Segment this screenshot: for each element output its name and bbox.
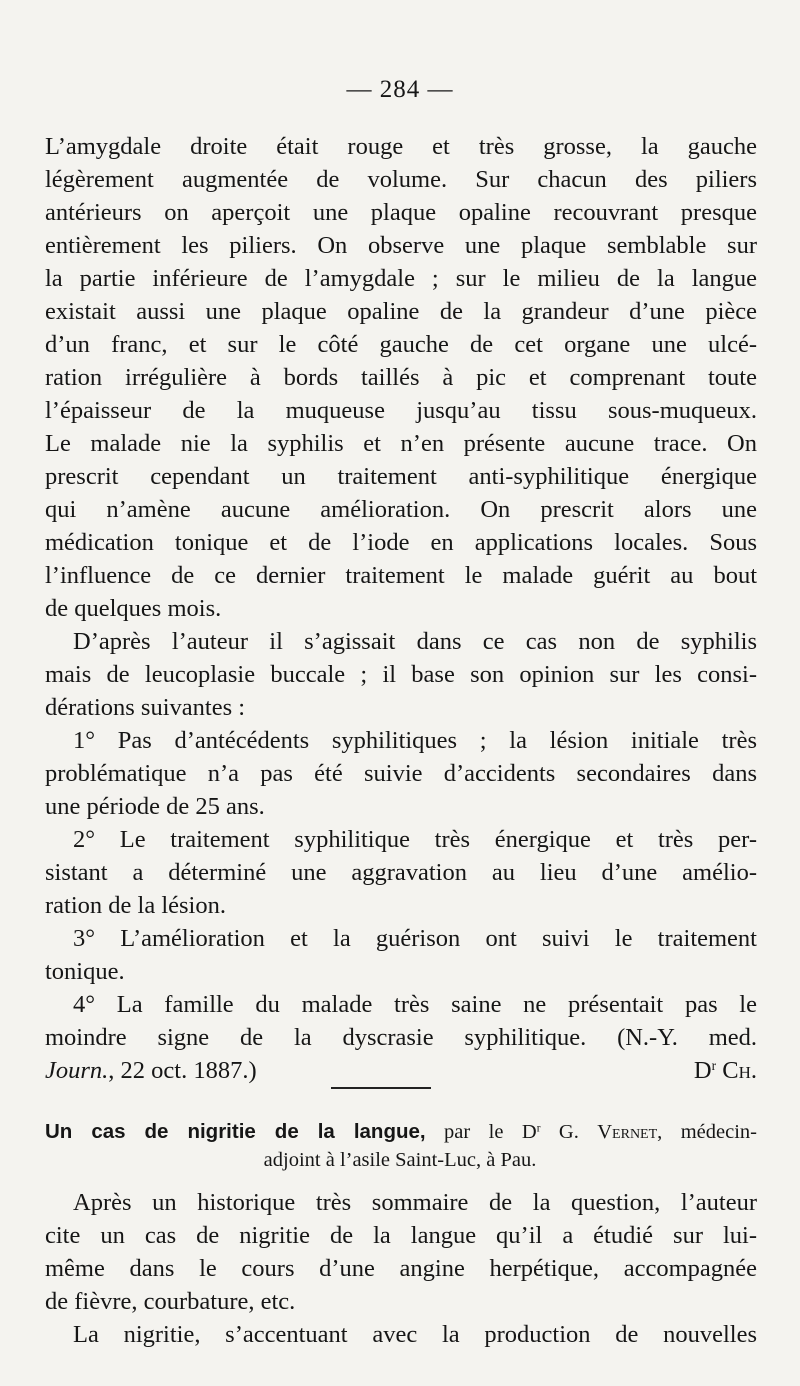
- text-line: l’influence de ce dernier traitement le malade guérit au bout: [45, 562, 757, 589]
- article-heading-subline: adjoint à l’asile Saint-Luc, à Pau.: [263, 1149, 537, 1171]
- text-line: Le malade nie la syphilis et n’en présente aucune trace. On: [45, 430, 757, 457]
- article-heading: [45, 1118, 757, 1146]
- text-line: 4° La famille du malade très saine ne présentait pas le: [73, 991, 757, 1018]
- text-line: ration irrégulière à bords taillés à pic et comprenant toute: [45, 364, 757, 391]
- text-line: l’épaisseur de la muqueuse jusqu’au tissu sous-muqueux.: [45, 397, 757, 424]
- text-line: Après un historique très sommaire de la question, l’auteur: [73, 1189, 757, 1216]
- text-line: L’amygdale droite était rouge et très grosse, la gauche: [45, 133, 757, 160]
- text-line: existait aussi une plaque opaline de la grandeur d’une pièce: [45, 298, 757, 325]
- author-name: Vernet: [597, 1121, 658, 1143]
- text-line: La nigritie, s’accentuant avec la production de nouvelles: [73, 1321, 757, 1348]
- text-line: entièrement les piliers. On observe une plaque semblable sur: [45, 232, 757, 259]
- signature-name: Ch.: [716, 1057, 757, 1084]
- section-divider: [331, 1087, 431, 1089]
- article-title: Un cas de nigritie de la langue,: [45, 1120, 426, 1143]
- citation-line: [45, 1055, 757, 1087]
- citation-journal: Journ.: [45, 1057, 109, 1084]
- page-number: — 284 —: [346, 76, 454, 103]
- text-line: légèrement augmentée de volume. Sur chacun des piliers: [45, 166, 757, 193]
- text-line: 3° L’amélioration et la guérison ont suivi le traitement: [73, 925, 757, 952]
- text-line: la partie inférieure de l’amygdale ; sur le milieu de la langue: [45, 265, 757, 292]
- signature-sup: r: [711, 1057, 717, 1073]
- text-line: D’après l’auteur il s’agissait dans ce cas non de syphilis: [73, 628, 757, 655]
- author-initial: G.: [540, 1121, 598, 1143]
- text-line: de fièvre, courbature, etc.: [45, 1288, 296, 1315]
- author-prefix: par le D: [425, 1121, 537, 1143]
- citation-date: , 22 oct. 1887.): [108, 1057, 257, 1084]
- text-line: d’un franc, et sur le côté gauche de cet organe une ulcé-: [45, 331, 757, 358]
- author-role: , médecin-: [657, 1121, 757, 1143]
- text-line: dérations suivantes :: [45, 694, 246, 721]
- text-line: ration de la lésion.: [45, 892, 226, 919]
- text-line: cite un cas de nigritie de la langue qu’il a étudié sur lui-: [45, 1222, 757, 1249]
- text-line: antérieurs on aperçoit une plaque opaline recouvrant presque: [45, 199, 757, 226]
- text-line: qui n’amène aucune amélioration. On prescrit alors une: [45, 496, 757, 523]
- text-line: médication tonique et de l’iode en applications locales. Sous: [45, 529, 757, 556]
- text-line: moindre signe de la dyscrasie syphilitique. (N.-Y. med.: [45, 1024, 757, 1051]
- text-line: problématique n’a pas été suivie d’accidents secondaires dans: [45, 760, 757, 787]
- text-line: 1° Pas d’antécédents syphilitiques ; la lésion initiale très: [73, 727, 757, 754]
- text-line: 2° Le traitement syphilitique très énergique et très per-: [73, 826, 757, 853]
- text-line: une période de 25 ans.: [45, 793, 265, 820]
- text-line: même dans le cours d’une angine herpétique, accompagnée: [45, 1255, 757, 1282]
- author-signature: [694, 1055, 757, 1087]
- text-line: de quelques mois.: [45, 595, 222, 622]
- author-sup: r: [536, 1122, 541, 1135]
- text-line: prescrit cependant un traitement anti-syphilitique énergique: [45, 463, 757, 490]
- text-line: sistant a déterminé une aggravation au lieu d’une amélio-: [45, 859, 757, 886]
- text-line: tonique.: [45, 958, 125, 985]
- signature-prefix: D: [693, 1057, 712, 1084]
- text-line: mais de leucoplasie buccale ; il base son opinion sur les consi-: [45, 661, 757, 688]
